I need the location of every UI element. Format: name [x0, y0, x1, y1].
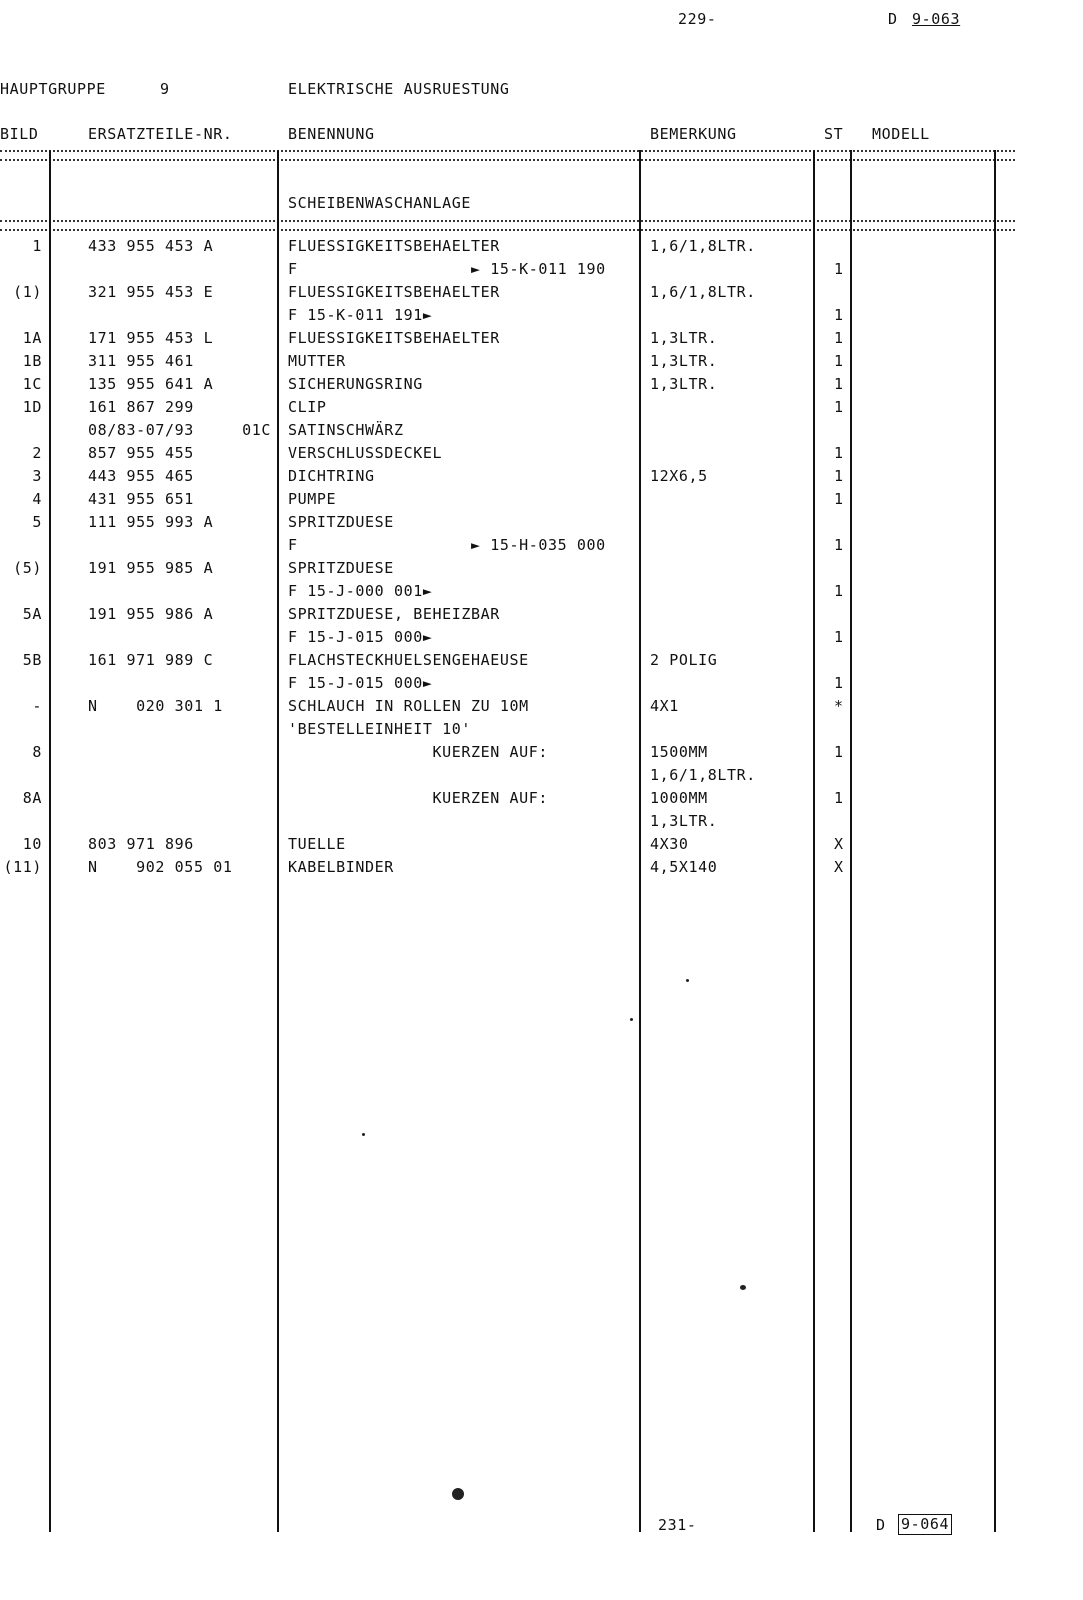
cell-ersatzteil-nr: 311 955 461: [88, 352, 194, 370]
cell-benennung: F 15-J-015 000►: [288, 628, 433, 646]
cell-benennung: 'BESTELLEINHEIT 10': [288, 720, 471, 738]
cell-st: X: [834, 835, 844, 853]
cell-benennung: F ► 15-K-011 190: [288, 260, 606, 278]
cell-benennung: DICHTRING: [288, 467, 375, 485]
heading-label: HAUPTGRUPPE: [0, 80, 106, 98]
cell-benennung: CLIP: [288, 398, 327, 416]
cell-st: 1: [834, 490, 844, 508]
cell-benennung: PUMPE: [288, 490, 337, 508]
cell-ersatzteil-nr: 803 971 896: [88, 835, 194, 853]
cell-bild: (11): [3, 858, 42, 876]
scan-speck: [630, 1018, 633, 1021]
cell-bild: 8: [32, 743, 42, 761]
cell-benennung: MUTTER: [288, 352, 346, 370]
cell-bild: 1B: [22, 352, 42, 370]
cell-st: 1: [834, 467, 844, 485]
cell-ersatzteil-nr: 321 955 453 E: [88, 283, 214, 301]
cell-ersatzteil-nr: 191 955 986 A: [88, 605, 214, 623]
cell-benennung: SPRITZDUESE: [288, 513, 394, 531]
cell-benennung: SPRITZDUESE: [288, 559, 394, 577]
col-divider-3: [639, 150, 641, 1532]
cell-benennung: KUERZEN AUF:: [288, 743, 549, 761]
cell-benennung: F ► 15-H-035 000: [288, 536, 606, 554]
cell-benennung: F 15-J-015 000►: [288, 674, 433, 692]
cell-ersatzteil-nr: 433 955 453 A: [88, 237, 214, 255]
col-divider-5: [850, 150, 852, 1532]
page-number-top: 229-: [678, 10, 717, 28]
cell-st: 1: [834, 352, 844, 370]
cell-bemerkung: 1500MM: [650, 743, 708, 761]
cell-ersatzteil-nr: 443 955 465: [88, 467, 194, 485]
cell-ersatzteil-nr: 111 955 993 A: [88, 513, 214, 531]
section-double-rule: [0, 220, 1015, 231]
cell-st: 1: [834, 674, 844, 692]
col-divider-4: [813, 150, 815, 1532]
cell-st: 1: [834, 375, 844, 393]
cell-benennung: FLACHSTECKHUELSENGEHAEUSE: [288, 651, 529, 669]
cell-benennung: F 15-J-000 001►: [288, 582, 433, 600]
cell-bild: 1D: [22, 398, 42, 416]
cell-bemerkung: 1,6/1,8LTR.: [650, 766, 756, 784]
cell-bemerkung: 1,6/1,8LTR.: [650, 237, 756, 255]
cell-ersatzteil-nr: 161 971 989 C: [88, 651, 214, 669]
cell-benennung: FLUESSIGKEITSBEHAELTER: [288, 283, 500, 301]
cell-bemerkung: 2 POLIG: [650, 651, 718, 669]
cell-bemerkung: 1,3LTR.: [650, 352, 718, 370]
cell-bemerkung: 4X1: [650, 697, 679, 715]
cell-st: 1: [834, 628, 844, 646]
col-header-ersatzteil: ERSATZTEILE-NR.: [88, 125, 233, 143]
page-number-bottom: 231-: [658, 1516, 697, 1534]
col-header-benennung: BENENNUNG: [288, 125, 375, 143]
cell-bemerkung: 1,6/1,8LTR.: [650, 283, 756, 301]
cell-st: 1: [834, 743, 844, 761]
col-divider-2: [277, 150, 279, 1532]
cell-st: 1: [834, 260, 844, 278]
scan-speck: [452, 1488, 464, 1500]
cell-bemerkung: 1,3LTR.: [650, 812, 718, 830]
cell-benennung: KUERZEN AUF:: [288, 789, 549, 807]
cell-benennung: SICHERUNGSRING: [288, 375, 423, 393]
section-title: SCHEIBENWASCHANLAGE: [288, 194, 471, 212]
cell-benennung: FLUESSIGKEITSBEHAELTER: [288, 237, 500, 255]
cell-st: 1: [834, 398, 844, 416]
cell-bild: 8A: [22, 789, 42, 807]
cell-bild: 1A: [22, 329, 42, 347]
scan-speck: [686, 979, 689, 982]
cell-bild: 5B: [22, 651, 42, 669]
scan-speck: [362, 1133, 365, 1136]
cell-st: 1: [834, 536, 844, 554]
cell-bemerkung: 4,5X140: [650, 858, 718, 876]
cell-benennung: SCHLAUCH IN ROLLEN ZU 10M: [288, 697, 529, 715]
col-header-bemerkung: BEMERKUNG: [650, 125, 737, 143]
cell-benennung: FLUESSIGKEITSBEHAELTER: [288, 329, 500, 347]
col-header-bild: BILD: [0, 125, 39, 143]
cell-st: *: [834, 697, 844, 715]
cell-bild: 1: [32, 237, 42, 255]
cell-bemerkung: 4X30: [650, 835, 689, 853]
page-code-bottom: 9-064: [898, 1514, 952, 1535]
cell-benennung: SPRITZDUESE, BEHEIZBAR: [288, 605, 500, 623]
cell-benennung: F 15-K-011 191►: [288, 306, 433, 324]
cell-bemerkung: 1000MM: [650, 789, 708, 807]
header-double-rule: [0, 150, 1015, 161]
cell-bild: (1): [13, 283, 42, 301]
heading-title: ELEKTRISCHE AUSRUESTUNG: [288, 80, 510, 98]
cell-st: 1: [834, 789, 844, 807]
col-divider-1: [49, 150, 51, 1532]
cell-bemerkung: 1,3LTR.: [650, 329, 718, 347]
cell-benennung: VERSCHLUSSDECKEL: [288, 444, 443, 462]
cell-ersatzteil-nr: N 020 301 1: [88, 697, 223, 715]
cell-bemerkung: 12X6,5: [650, 467, 708, 485]
page-code-prefix-top: D: [888, 10, 898, 28]
page-code-prefix-bottom: D: [876, 1516, 886, 1534]
cell-bild: 1C: [22, 375, 42, 393]
cell-ersatzteil-nr: N 902 055 01: [88, 858, 233, 876]
cell-bild: 4: [32, 490, 42, 508]
cell-st: X: [834, 858, 844, 876]
scan-speck: [740, 1285, 746, 1290]
cell-ersatzteil-nr: 161 867 299: [88, 398, 194, 416]
cell-st: 1: [834, 444, 844, 462]
cell-bild: (5): [13, 559, 42, 577]
cell-ersatzteil-nr: 171 955 453 L: [88, 329, 214, 347]
col-divider-6: [994, 150, 996, 1532]
cell-benennung: SATINSCHWÄRZ: [288, 421, 404, 439]
cell-bild: 5: [32, 513, 42, 531]
col-header-st: ST: [824, 125, 844, 143]
cell-ersatzteil-nr: 08/83-07/93 01C: [88, 421, 271, 439]
cell-bild: 2: [32, 444, 42, 462]
cell-ersatzteil-nr: 135 955 641 A: [88, 375, 214, 393]
cell-bild: 3: [32, 467, 42, 485]
cell-ersatzteil-nr: 857 955 455: [88, 444, 194, 462]
col-header-modell: MODELL: [872, 125, 930, 143]
cell-bild: 5A: [22, 605, 42, 623]
cell-ersatzteil-nr: 191 955 985 A: [88, 559, 214, 577]
cell-bild: 10: [22, 835, 42, 853]
page-code-top: 9-063: [912, 10, 961, 28]
cell-st: 1: [834, 329, 844, 347]
cell-bemerkung: 1,3LTR.: [650, 375, 718, 393]
cell-ersatzteil-nr: 431 955 651: [88, 490, 194, 508]
cell-st: 1: [834, 582, 844, 600]
cell-st: 1: [834, 306, 844, 324]
cell-benennung: TUELLE: [288, 835, 346, 853]
heading-number: 9: [160, 80, 170, 98]
cell-benennung: KABELBINDER: [288, 858, 394, 876]
cell-bild: -: [32, 697, 42, 715]
